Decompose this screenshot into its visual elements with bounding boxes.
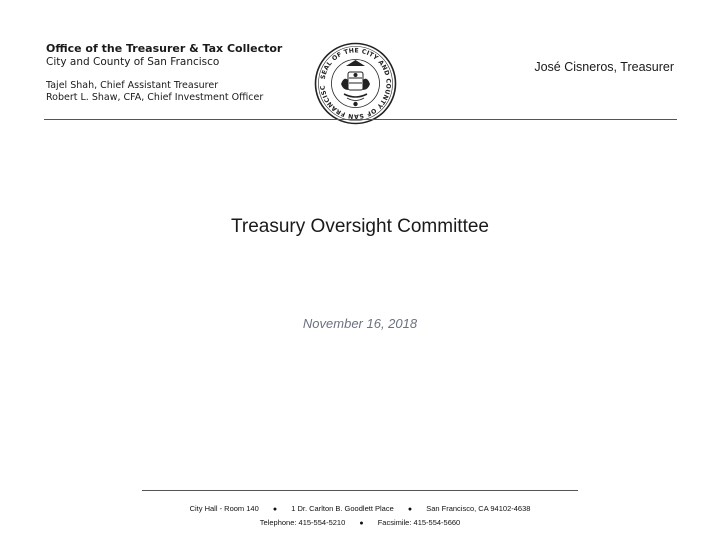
office-subtitle: City and County of San Francisco xyxy=(46,55,220,68)
telephone: Telephone: 415-554-5210 xyxy=(259,518,346,527)
footer-divider xyxy=(142,490,578,491)
address-room: City Hall - Room 140 xyxy=(189,504,259,513)
page-title: Treasury Oversight Committee xyxy=(231,216,489,237)
separator-bullet: ● xyxy=(407,506,413,513)
address-street: 1 Dr. Carlton B. Goodlett Place xyxy=(291,504,394,513)
separator-bullet: ● xyxy=(272,506,278,513)
office-info xyxy=(46,43,282,104)
facsimile: Facsimile: 415-554-5660 xyxy=(377,518,461,527)
footer-contact xyxy=(0,502,720,530)
header-divider xyxy=(44,119,677,120)
staff-chief-investment: Robert L. Shaw, CFA, Chief Investment Officer xyxy=(46,92,264,103)
staff-chief-assistant: Tajel Shah, Chief Assistant Treasurer xyxy=(46,80,219,91)
separator-bullet: ● xyxy=(359,520,364,527)
office-title: Office of the Treasurer & Tax Collector xyxy=(46,42,283,55)
treasurer-name: José Cisneros, Treasurer xyxy=(534,60,674,74)
meeting-date: November 16, 2018 xyxy=(302,316,418,331)
city-seal-logo xyxy=(314,42,397,125)
address-city: San Francisco, CA 94102-4638 xyxy=(426,504,531,513)
svg-text:SEAL OF THE CITY AND COUNTY OF: SEAL OF THE CITY AND COUNTY OF SAN FRANCISC xyxy=(319,47,392,120)
